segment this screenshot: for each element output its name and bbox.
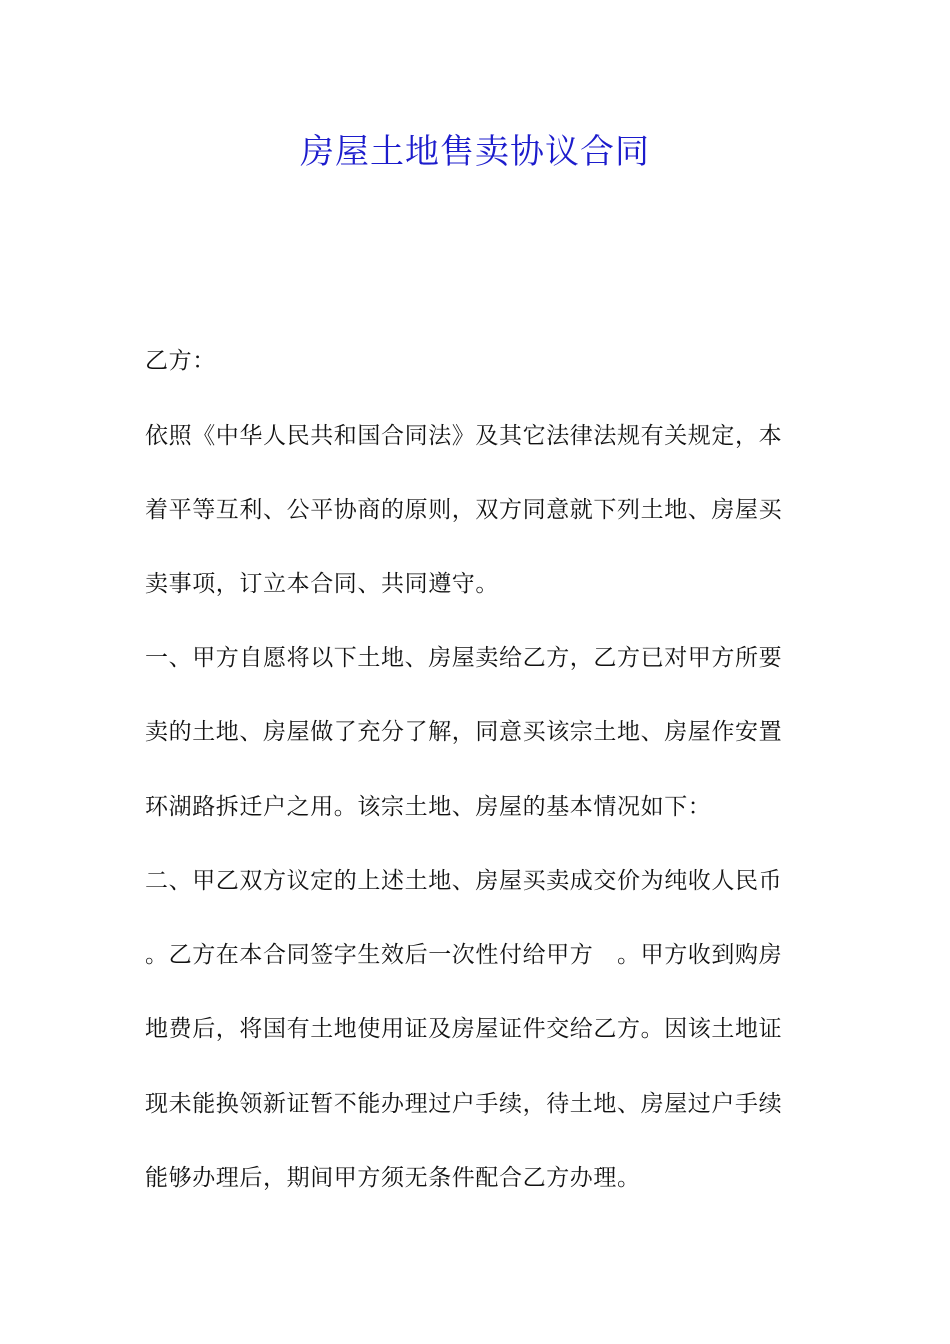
document-title: 房屋土地售卖协议合同	[300, 132, 650, 172]
text-line: 环湖路拆迁户之用。该宗土地、房屋的基本情况如下：	[145, 794, 712, 820]
text-line: 。乙方在本合同签字生效后一次性付给甲方 。甲方收到购房	[145, 942, 783, 968]
text-line: 地费后，将国有土地使用证及房屋证件交给乙方。因该土地证	[145, 1016, 783, 1042]
text-line: 二、甲乙双方议定的上述土地、房屋买卖成交价为纯收人民币	[145, 868, 783, 894]
text-line: 依照《中华人民共和国合同法》及其它法律法规有关规定，本	[145, 423, 783, 449]
text-line: 现未能换领新证暂不能办理过户手续，待土地、房屋过户手续	[145, 1091, 783, 1117]
text-line: 能够办理后，期间甲方须无条件配合乙方办理。	[145, 1165, 641, 1191]
text-line: 着平等互利、公平协商的原则，双方同意就下列土地、房屋买	[145, 497, 783, 523]
text-line: 乙方：	[145, 348, 216, 374]
text-line: 卖的土地、房屋做了充分了解，同意买该宗土地、房屋作安置	[145, 719, 783, 745]
text-line: 一、甲方自愿将以下土地、房屋卖给乙方，乙方已对甲方所要	[145, 645, 783, 671]
text-line: 卖事项，订立本合同、共同遵守。	[145, 571, 499, 597]
